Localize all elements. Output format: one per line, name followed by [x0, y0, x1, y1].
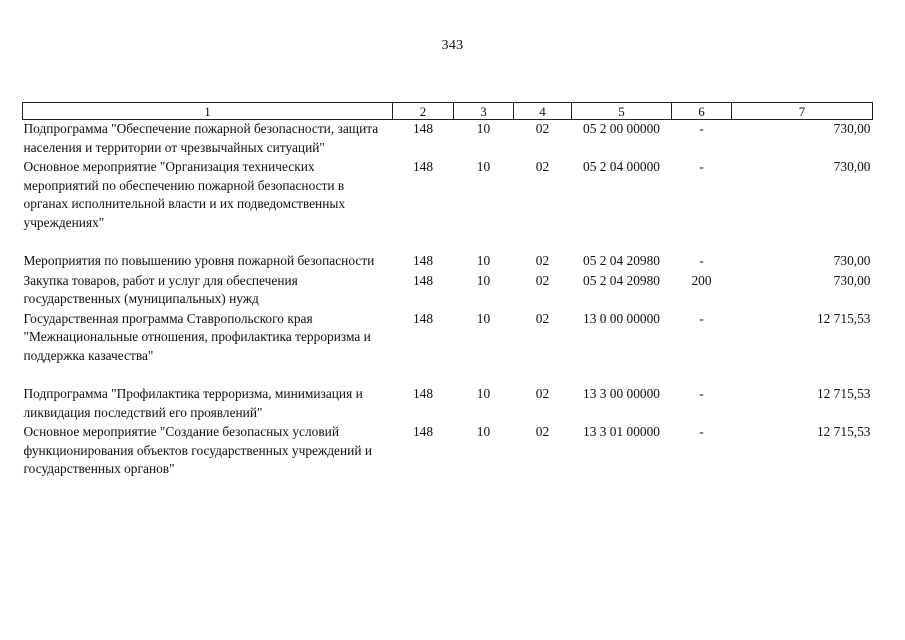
row-subsection: 02: [535, 386, 550, 401]
row-amount: 730,00: [833, 159, 871, 174]
budget-table: [22, 102, 873, 480]
row-subsection: 02: [535, 272, 550, 288]
table-header-row: [23, 103, 873, 120]
table-row: [23, 385, 873, 423]
row-target-article: 13 3 01 00000: [583, 424, 660, 439]
row-name: Мероприятия по повышению уровня пожарной безопасности: [23, 253, 375, 268]
row-subsection: 02: [535, 159, 550, 174]
row-ministry: 148: [412, 253, 434, 268]
row-subsection: 02: [535, 424, 550, 439]
row-expense-type: -: [699, 424, 704, 439]
row-subsection: 02: [535, 310, 550, 326]
row-expense-type: -: [699, 253, 704, 268]
row-amount: 730,00: [833, 272, 871, 288]
table-row: [23, 272, 873, 310]
header-col-3: 3: [454, 103, 514, 120]
table-row: [23, 252, 873, 272]
row-amount: 12 715,53: [816, 424, 871, 439]
row-ministry: 148: [412, 159, 434, 174]
row-target-article: 05 2 04 20980: [583, 272, 660, 288]
row-name: Основное мероприятие "Создание безопасных условий функционирования объектов государственных учреждений и государственных органов": [23, 424, 373, 476]
header-col-6: 6: [672, 103, 732, 120]
header-col-7: 7: [732, 103, 873, 120]
row-name: Основное мероприятие "Организация технических мероприятий по обеспечению пожарной безопасности в органах исполнительной власти и их подведомственных учреждениях": [23, 159, 346, 230]
row-expense-type: -: [699, 121, 704, 136]
table-row: [23, 158, 873, 252]
row-section: 10: [476, 310, 491, 326]
row-ministry: 148: [412, 424, 434, 439]
row-ministry: 148: [412, 386, 434, 401]
row-amount: 12 715,53: [816, 386, 871, 401]
row-target-article: 13 0 00 00000: [583, 310, 660, 326]
row-expense-type: -: [699, 310, 704, 326]
table-row: [23, 423, 873, 480]
row-section: 10: [476, 253, 491, 268]
row-subsection: 02: [535, 253, 550, 268]
page-number: 343: [441, 38, 464, 53]
row-section: 10: [476, 386, 491, 401]
row-expense-type: -: [699, 386, 704, 401]
table-row: [23, 120, 873, 159]
row-subsection: 02: [535, 121, 550, 136]
row-amount: 12 715,53: [816, 310, 871, 326]
header-col-1: 1: [23, 103, 393, 120]
row-name: Государственная программа Ставропольского края "Межнациональные отношения, профилактика терроризма и поддержка казачества": [23, 310, 371, 363]
table-row: [23, 310, 873, 386]
header-col-5: 5: [572, 103, 672, 120]
row-section: 10: [476, 272, 491, 288]
row-target-article: 05 2 04 00000: [583, 159, 660, 174]
row-target-article: 05 2 00 00000: [583, 121, 660, 136]
row-expense-type: -: [699, 159, 704, 174]
row-amount: 730,00: [833, 121, 871, 136]
header-col-4: 4: [514, 103, 572, 120]
row-ministry: 148: [412, 121, 434, 136]
header-col-2: 2: [393, 103, 454, 120]
row-section: 10: [476, 159, 491, 174]
row-name: Закупка товаров, работ и услуг для обеспечения государственных (муниципальных) нужд: [23, 272, 298, 306]
row-expense-type: 200: [691, 272, 712, 288]
row-amount: 730,00: [833, 253, 871, 268]
row-ministry: 148: [412, 310, 434, 326]
row-target-article: 05 2 04 20980: [583, 253, 660, 268]
row-section: 10: [476, 424, 491, 439]
row-name: Подпрограмма "Обеспечение пожарной безопасности, защита населения и территории от чрезвычайных ситуаций": [23, 121, 379, 155]
row-target-article: 13 3 00 00000: [583, 386, 660, 401]
row-section: 10: [476, 121, 491, 136]
row-ministry: 148: [412, 272, 434, 288]
row-name: Подпрограмма "Профилактика терроризма, минимизация и ликвидация последствий его проявлений": [23, 386, 363, 420]
